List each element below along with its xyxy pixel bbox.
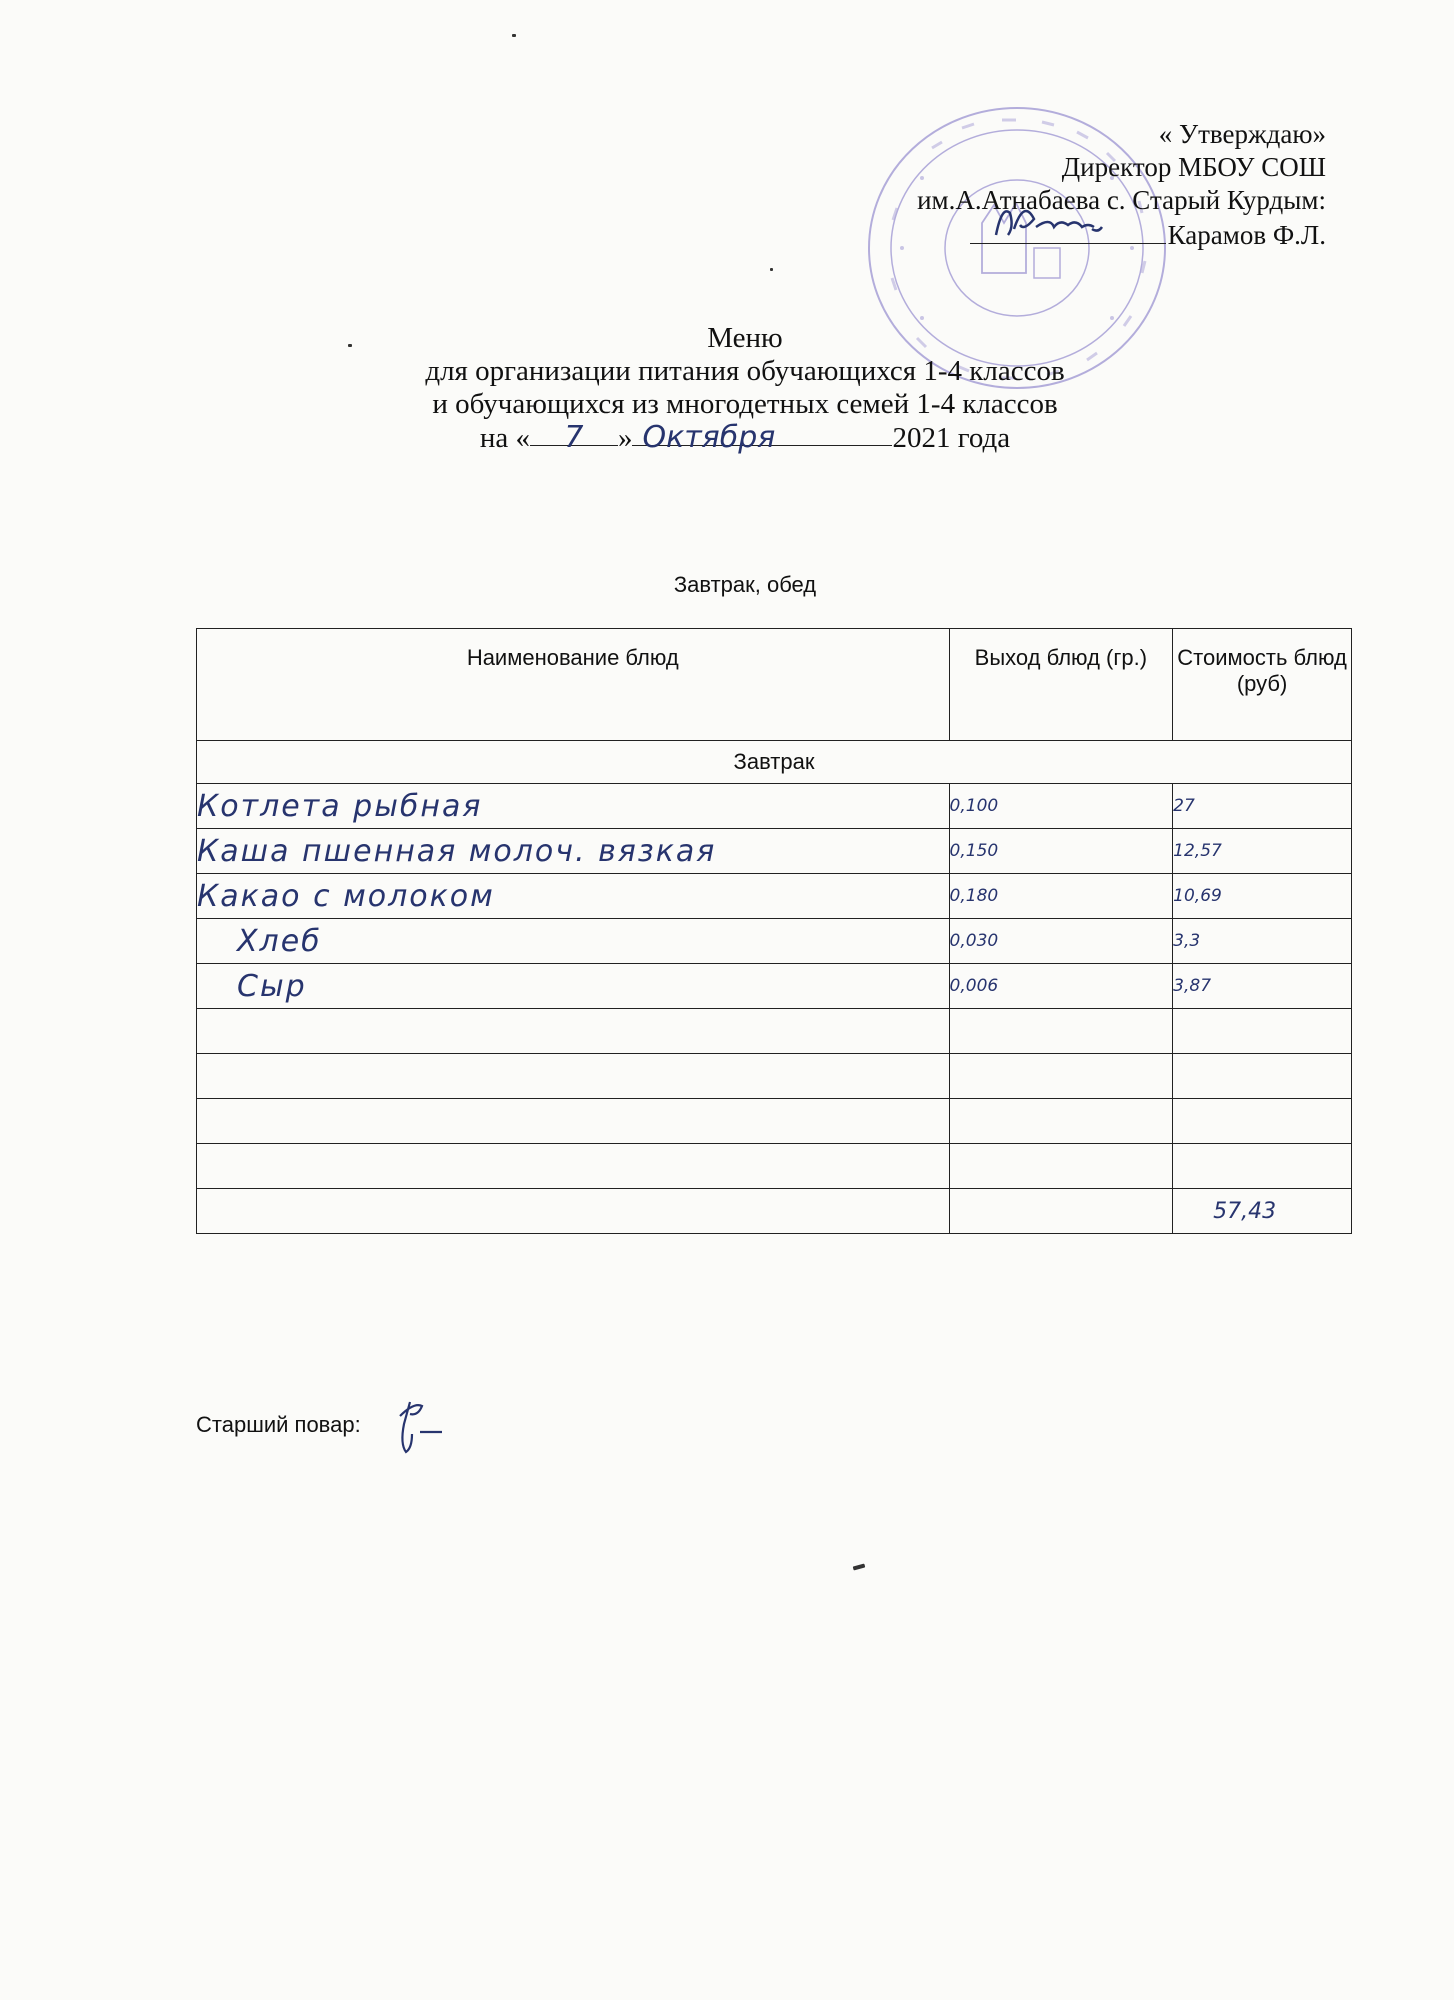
dish-name [197,1189,950,1234]
section-label: Завтрак [197,741,1352,784]
menu-table [196,628,1352,1234]
director-signature-scribble [988,199,1138,243]
dish-name: Сыр [197,964,950,1009]
dish-name: Каша пшенная молоч. вязкая [197,829,950,874]
date-day: 7 [530,421,618,446]
date-year: 2021 года [892,422,1011,454]
table-row [197,784,1352,829]
dish-name: Хлеб [197,919,950,964]
cook-label: Старший повар: [196,1412,361,1437]
title-menu: Меню [707,322,783,354]
table-row [197,1009,1352,1054]
dish-cost [1173,1144,1352,1189]
header-dish-name: Наименование блюд [197,629,950,741]
table-row [197,919,1352,964]
dish-output [949,1054,1173,1099]
table-row [197,874,1352,919]
scan-speck [770,268,773,271]
dish-name [197,1009,950,1054]
date-month: Октября [632,421,892,446]
dish-output: 0,100 [949,784,1173,829]
table-row [197,1099,1352,1144]
dish-cost: 27 [1173,784,1352,829]
dish-cost: 10,69 [1173,874,1352,919]
approval-heading: « Утверждаю» [1158,119,1326,149]
dish-output [949,1144,1173,1189]
scan-speck [853,1564,866,1571]
dish-cost: 12,57 [1173,829,1352,874]
date-quote-close: » [617,422,633,454]
dish-cost [1173,1054,1352,1099]
meal-subtitle: Завтрак, обед [673,572,817,597]
dish-output: 0,030 [949,919,1173,964]
dish-cost [1173,1009,1352,1054]
dish-cost [1173,1099,1352,1144]
total-cost: 57,43 [1173,1189,1352,1234]
dish-name [197,1099,950,1144]
date-prefix: на « [479,422,530,454]
table-header-row [197,629,1352,741]
header-output: Выход блюд (гр.) [949,629,1173,741]
dish-name [197,1054,950,1099]
dish-output [949,1099,1173,1144]
dish-output: 0,150 [949,829,1173,874]
header-cost: Стоимость блюд (руб) [1173,629,1352,741]
menu-title [190,322,1300,455]
title-audience: и обучающихся из многодетных семей 1-4 классов [432,388,1058,420]
table-row [197,964,1352,1009]
title-purpose: для организации питания обучающихся 1-4 классов [425,355,1065,387]
director-signature [970,217,1166,244]
director-name: Карамов Ф.Л. [1167,220,1326,250]
scan-speck [512,34,516,37]
table-row [197,1054,1352,1099]
dish-output: 0,180 [949,874,1173,919]
approval-school: им.А.Атнабаева с. Старый Курдым: [917,185,1326,215]
dish-cost: 3,87 [1173,964,1352,1009]
dish-output [949,1009,1173,1054]
title-date [190,421,1300,455]
approval-block [917,118,1326,252]
dish-output [949,1189,1173,1234]
dish-name: Какао с молоком [197,874,950,919]
table-row [197,1144,1352,1189]
dish-name: Котлета рыбная [197,784,950,829]
dish-cost: 3,3 [1173,919,1352,964]
dish-name [197,1144,950,1189]
table-row [197,829,1352,874]
table-total-row [197,1189,1352,1234]
approval-position: Директор МБОУ СОШ [1061,152,1326,182]
section-row-breakfast [197,741,1352,784]
cook-signature [390,1392,460,1462]
approval-signature-line [917,217,1326,252]
dish-output: 0,006 [949,964,1173,1009]
